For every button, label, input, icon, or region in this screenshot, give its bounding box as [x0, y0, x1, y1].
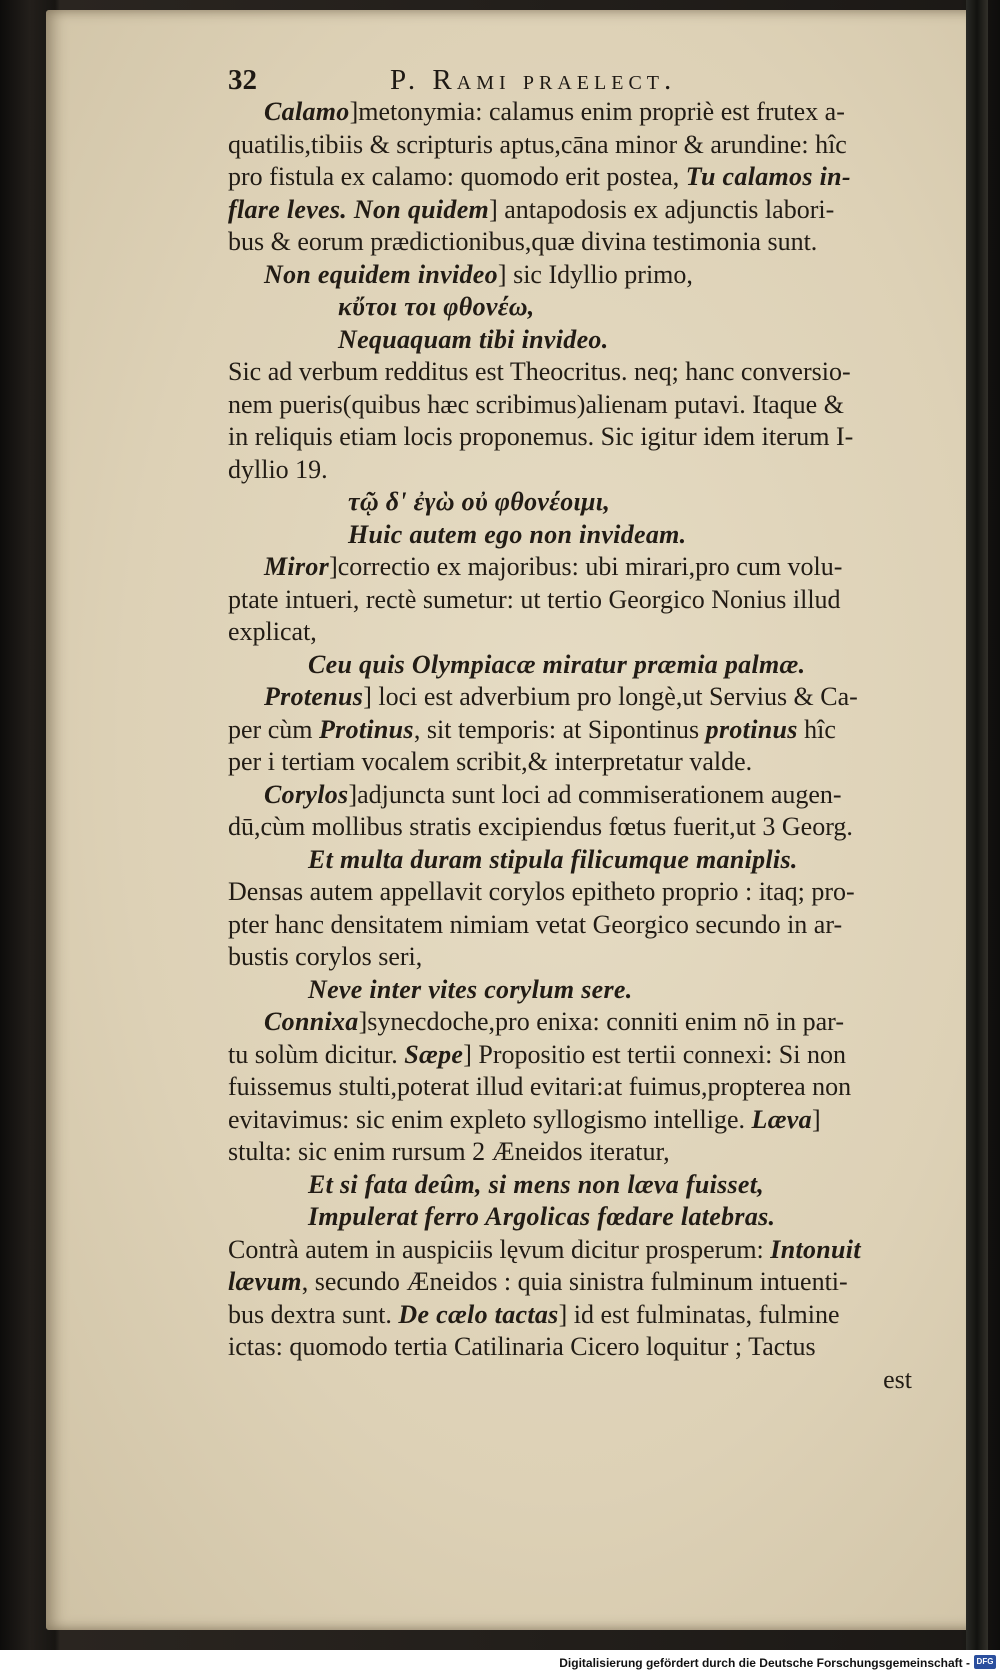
text-segment: Contrà autem in auspiciis lęvum dicitur prosperum:: [228, 1234, 771, 1264]
text-segment: stulta: sic enim rursum 2 Æneidos iteratur,: [228, 1137, 670, 1166]
text-line: [228, 96, 928, 129]
text-line: [228, 844, 928, 877]
italic-segment: Huic autem ego non invideam.: [348, 519, 687, 549]
text-line: [228, 584, 928, 617]
text-line: [228, 194, 928, 227]
text-line: [228, 1136, 928, 1169]
text-segment: evitavimus: sic enim expleto syllogismo intellige.: [228, 1104, 752, 1134]
text-line: [228, 291, 928, 324]
text-segment: ptate intueri, rectè sumetur: ut tertio Georgico Nonius illud: [228, 584, 841, 614]
text-line: [228, 421, 928, 454]
italic-segment: κὔτοι τοι φθονέω,: [338, 292, 535, 321]
italic-segment: Calamo: [264, 97, 350, 126]
text-segment: ]: [811, 1104, 821, 1134]
italic-segment: flare leves. Non quidem: [228, 194, 490, 224]
book-ribbon: [966, 0, 988, 1650]
page-number: 32: [228, 64, 257, 96]
text-line: [228, 486, 928, 519]
text-line: [228, 551, 928, 584]
italic-segment: Nequaquam tibi invideo.: [338, 324, 609, 354]
footer-bar: [0, 1650, 1000, 1676]
italic-segment: Intonuit: [770, 1234, 861, 1264]
text-line: [228, 1364, 928, 1397]
text-line: [228, 909, 928, 942]
text-line: [228, 746, 928, 779]
text-segment: bus dextra sunt.: [228, 1299, 399, 1329]
text-segment: bus & eorum prædictionibus,quæ divina testimonia sunt.: [228, 227, 818, 256]
text-segment: pter hanc densitatem nimiam vetat Georgico secundo in ar-: [228, 909, 843, 939]
italic-segment: protinus: [705, 714, 798, 744]
text-segment: ictas: quomodo tertia Catilinaria Cicero loquitur ; Tactus: [228, 1332, 816, 1361]
italic-segment: Impulerat ferro Argolicas fœdare latebras.: [308, 1202, 776, 1231]
text-segment: dū,cùm mollibus stratis excipiendus fœtus fuerit,ut 3 Georg.: [228, 812, 853, 841]
text-line: [228, 1299, 928, 1332]
text-segment: ]metonymia: calamus enim propriè est frutex a-: [349, 97, 845, 126]
text-line: [228, 941, 928, 974]
text-segment: hîc: [797, 714, 836, 744]
text-line: [228, 1104, 928, 1137]
text-segment: ]correctio ex majoribus: ubi mirari,pro cum volu-: [329, 552, 843, 581]
text-line: [228, 876, 928, 909]
footer-credit: Digitalisierung gefördert durch die Deutsche Forschungsgemeinschaft -: [559, 1656, 970, 1670]
text-segment: , secundo Æneidos : quia sinistra fulminum intuenti-: [301, 1267, 848, 1296]
text-line: [228, 1266, 928, 1299]
text-segment: nem pueris(quibus hæc scribimus)alienam putavi. Itaque &: [228, 389, 844, 419]
text-line: [228, 389, 928, 422]
text-segment: in reliquis etiam locis proponemus. Sic igitur idem iterum I-: [228, 422, 854, 451]
text-segment: ] loci est adverbium pro longè,ut Servius & Ca-: [363, 682, 858, 711]
italic-segment: τῷ δ' ἐγὼ οὐ φθονέοιμι,: [348, 487, 611, 516]
text-line: [228, 519, 928, 552]
italic-segment: Protenus: [264, 682, 364, 711]
text-line: [228, 649, 928, 682]
italic-segment: De cælo tactas: [398, 1299, 559, 1329]
text-segment: explicat,: [228, 617, 317, 646]
italic-segment: Ceu quis Olympiacæ miratur præmia palmæ.: [308, 649, 806, 679]
text-segment: per cùm: [228, 714, 319, 744]
text-segment: Densas autem appellavit corylos epitheto proprio : itaq; pro-: [228, 877, 855, 906]
text-line: [228, 1201, 928, 1234]
text-line: [228, 974, 928, 1007]
text-line: [228, 1071, 928, 1104]
text-segment: ] sic Idyllio primo,: [497, 259, 693, 289]
italic-segment: lævum: [228, 1267, 302, 1296]
text-line: [228, 324, 928, 357]
text-segment: fuissemus stulti,poterat illud evitari:at fuimus,propterea non: [228, 1072, 852, 1101]
italic-segment: Et multa duram stipula filicumque maniplis.: [308, 844, 798, 874]
dfg-logo: DFG: [974, 1655, 996, 1669]
text-segment: est: [883, 1364, 912, 1394]
text-segment: dyllio 19.: [228, 454, 328, 484]
italic-segment: Neve inter vites corylum sere.: [308, 974, 633, 1004]
text-line: [228, 1169, 928, 1202]
text-line: [228, 681, 928, 714]
text-segment: tu solùm dicitur.: [228, 1039, 405, 1069]
text-line: [228, 779, 928, 812]
text-segment: ] antapodosis ex adjunctis labori-: [489, 194, 835, 224]
text-line: [228, 356, 928, 389]
body-text: [228, 96, 928, 1396]
text-line: [228, 129, 928, 162]
text-segment: ]adjuncta sunt loci ad commiserationem augen-: [348, 779, 842, 809]
text-line: [228, 1331, 928, 1364]
text-line: [228, 811, 928, 844]
italic-segment: Corylos: [264, 779, 349, 809]
text-segment: , sit temporis: at Sipontinus: [413, 714, 706, 744]
text-line: [228, 616, 928, 649]
running-head: P. Rami praelect.: [390, 64, 677, 96]
text-line: [228, 714, 928, 747]
text-line: [228, 161, 928, 194]
text-line: [228, 1006, 928, 1039]
text-segment: per i tertiam vocalem scribit,& interpretatur valde.: [228, 747, 753, 776]
text-segment: Sic ad verbum redditus est Theocritus. neq; hanc conversio-: [228, 357, 851, 386]
text-segment: ] Propositio est tertii connexi: Si non: [463, 1039, 846, 1069]
italic-segment: Tu calamos in-: [685, 162, 851, 191]
text-line: [228, 226, 928, 259]
italic-segment: Protinus: [318, 714, 414, 744]
italic-segment: Sæpe: [404, 1039, 464, 1069]
text-segment: bustis corylos seri,: [228, 942, 423, 971]
text-segment: pro fistula ex calamo: quomodo erit postea,: [228, 162, 686, 191]
text-segment: ]synecdoche,pro enixa: conniti enim nō in par-: [358, 1007, 844, 1036]
italic-segment: Læva: [751, 1104, 812, 1134]
text-line: [228, 1039, 928, 1072]
text-segment: ] id est fulminatas, fulmine: [558, 1299, 840, 1329]
italic-segment: Connixa: [264, 1007, 359, 1036]
text-segment: quatilis,tibiis & scripturis aptus,cāna minor & arundine: hîc: [228, 129, 847, 159]
text-line: [228, 1234, 928, 1267]
italic-segment: Non equidem invideo: [264, 259, 498, 289]
text-line: [228, 259, 928, 292]
text-line: [228, 454, 928, 487]
italic-segment: Miror: [264, 552, 330, 581]
italic-segment: Et si fata deûm, si mens non læva fuisset,: [308, 1169, 765, 1199]
